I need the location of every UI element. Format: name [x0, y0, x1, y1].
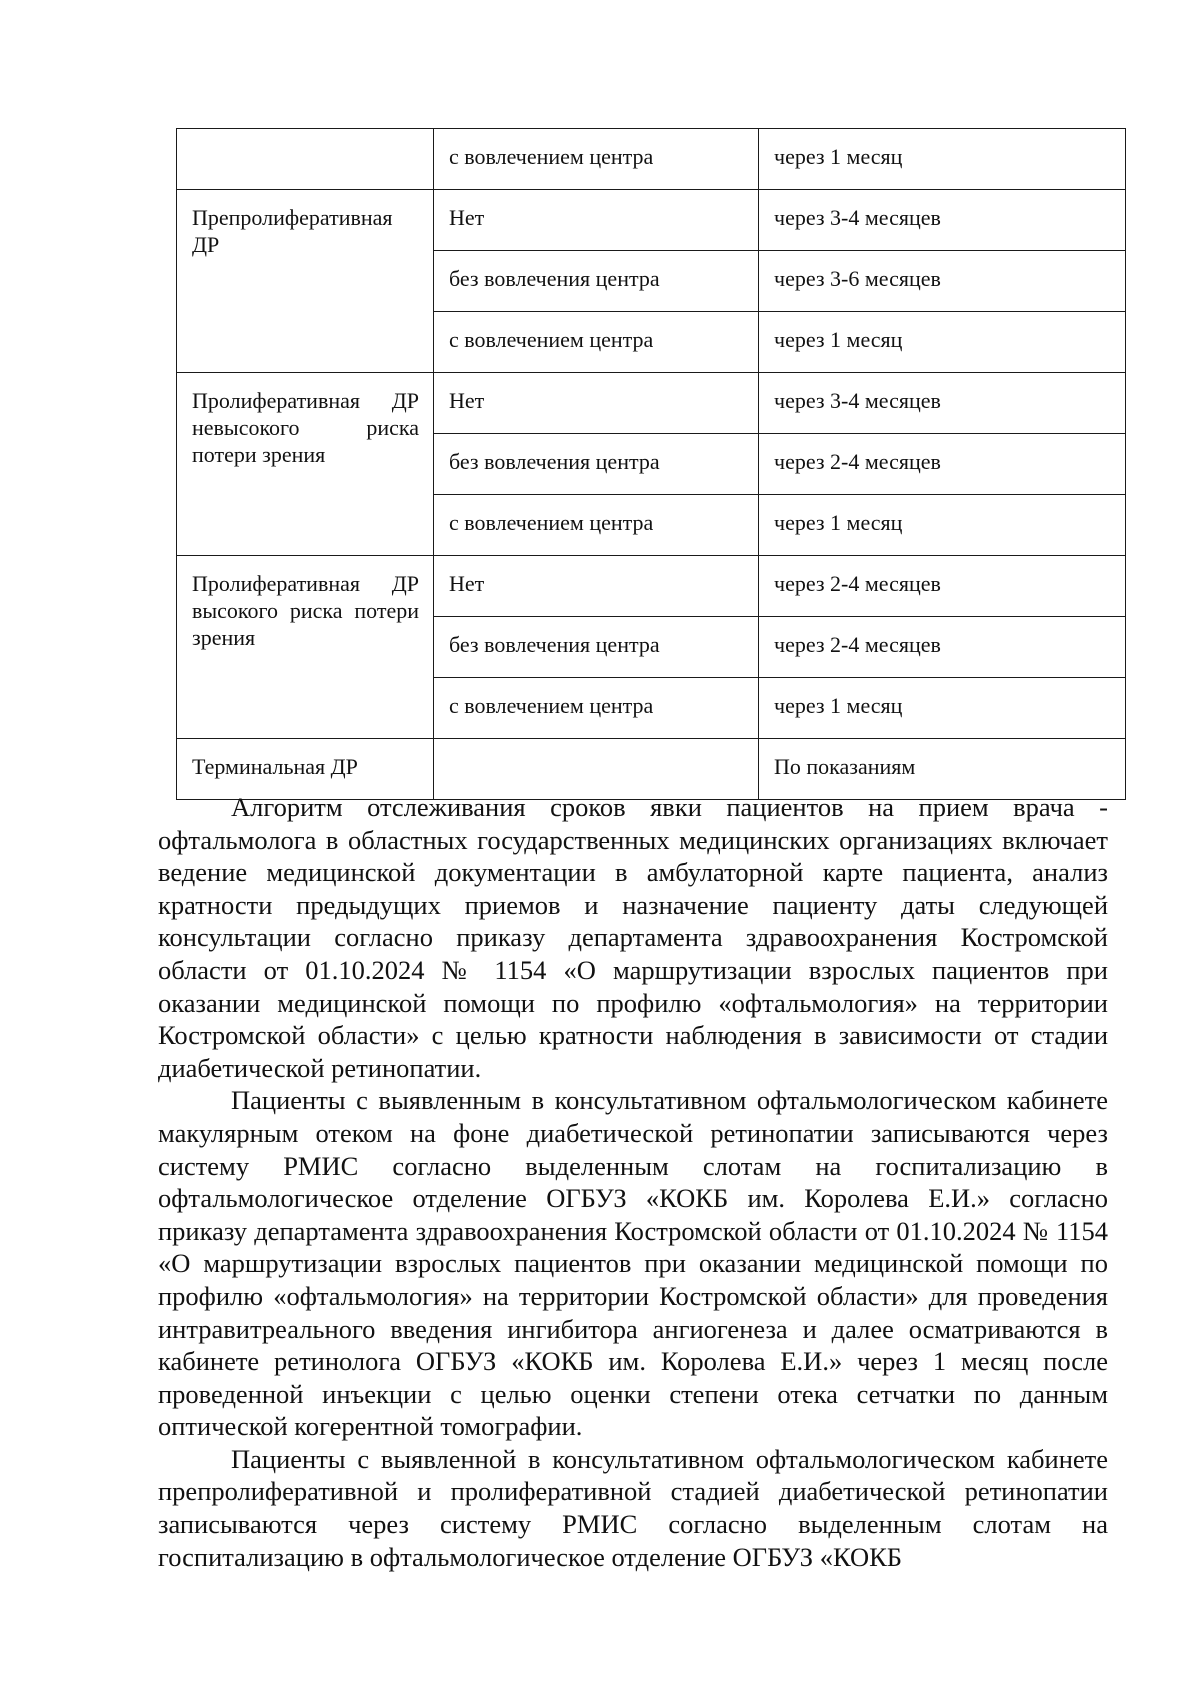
- edema-cell: с вовлечением центра: [434, 312, 759, 373]
- interval-cell: По показаниям: [759, 739, 1126, 800]
- dr-follow-up-table: [176, 128, 1126, 800]
- paragraph: Пациенты с выявленным в консультативном офтальмологическом кабинете макулярным отеком на фоне диабетической ретинопатии записываются через систему РМИС согласно выделенным слотам на госпитализацию в офтальмологическое отделение ОГБУЗ «КОКБ им. Королева Е.И.» согласно приказу департамента здравоохранения Костромской области от 01.10.2024 № 1154 «О маршрутизации взрослых пациентов при оказании медицинской помощи по профилю «офтальмология» на территории Костромской области» для проведения интравитреального введения ингибитора ангиогенеза и далее осматриваются в кабинете ретинолога ОГБУЗ «КОКБ им. Королева Е.И.» через 1 месяц после проведенной инъекции с целью оценки степени отека сетчатки по данным оптической когерентной томографии.: [158, 1085, 1108, 1442]
- edema-cell: без вовлечения центра: [434, 434, 759, 495]
- interval-cell: через 3-4 месяцев: [759, 190, 1126, 251]
- stage-cell: Пролиферативная ДР высокого риска потери зрения: [177, 556, 434, 739]
- edema-cell: без вовлечения центра: [434, 251, 759, 312]
- interval-cell: через 1 месяц: [759, 312, 1126, 373]
- edema-cell: с вовлечением центра: [434, 129, 759, 190]
- stage-cell: Препролиферативная ДР: [177, 190, 434, 373]
- edema-cell: Нет: [434, 190, 759, 251]
- edema-cell: без вовлечения центра: [434, 617, 759, 678]
- interval-cell: через 2-4 месяцев: [759, 617, 1126, 678]
- stage-cell: Пролиферативная ДР невысокого риска потери зрения: [177, 373, 434, 556]
- stage-cell: [177, 129, 434, 190]
- interval-cell: через 3-6 месяцев: [759, 251, 1126, 312]
- edema-cell: с вовлечением центра: [434, 495, 759, 556]
- table-row: [177, 129, 1126, 190]
- interval-cell: через 3-4 месяцев: [759, 373, 1126, 434]
- edema-cell: Нет: [434, 373, 759, 434]
- table-row: [177, 373, 1126, 434]
- edema-cell: Нет: [434, 556, 759, 617]
- edema-cell: с вовлечением центра: [434, 678, 759, 739]
- table-row: [177, 190, 1126, 251]
- stage-cell: Терминальная ДР: [177, 739, 434, 800]
- paragraph: Пациенты с выявленной в консультативном офтальмологическом кабинете препролиферативной и пролиферативной стадией диабетической ретинопатии записываются через систему РМИС согласно выделенным слотам на госпитализацию в офтальмологическое отделение ОГБУЗ «КОКБ: [158, 1443, 1108, 1572]
- table-row: [177, 556, 1126, 617]
- interval-cell: через 1 месяц: [759, 678, 1126, 739]
- interval-cell: через 2-4 месяцев: [759, 556, 1126, 617]
- paragraph: Алгоритм отслеживания сроков явки пациентов на прием врача - офтальмолога в областных государственных медицинских организациях включает ведение медицинской документации в амбулаторной карте пациента, анализ кратности предыдущих приемов и назначение пациенту даты следующей консультации согласно приказу департамента здравоохранения Костромской области от 01.10.2024 № 1154 «О маршрутизации взрослых пациентов при оказании медицинской помощи по профилю «офтальмология» на территории Костромской области» с целью кратности наблюдения в зависимости от стадии диабетической ретинопатии.: [158, 792, 1108, 1083]
- interval-cell: через 1 месяц: [759, 129, 1126, 190]
- interval-cell: через 2-4 месяцев: [759, 434, 1126, 495]
- body-text: [158, 791, 1108, 1573]
- interval-cell: через 1 месяц: [759, 495, 1126, 556]
